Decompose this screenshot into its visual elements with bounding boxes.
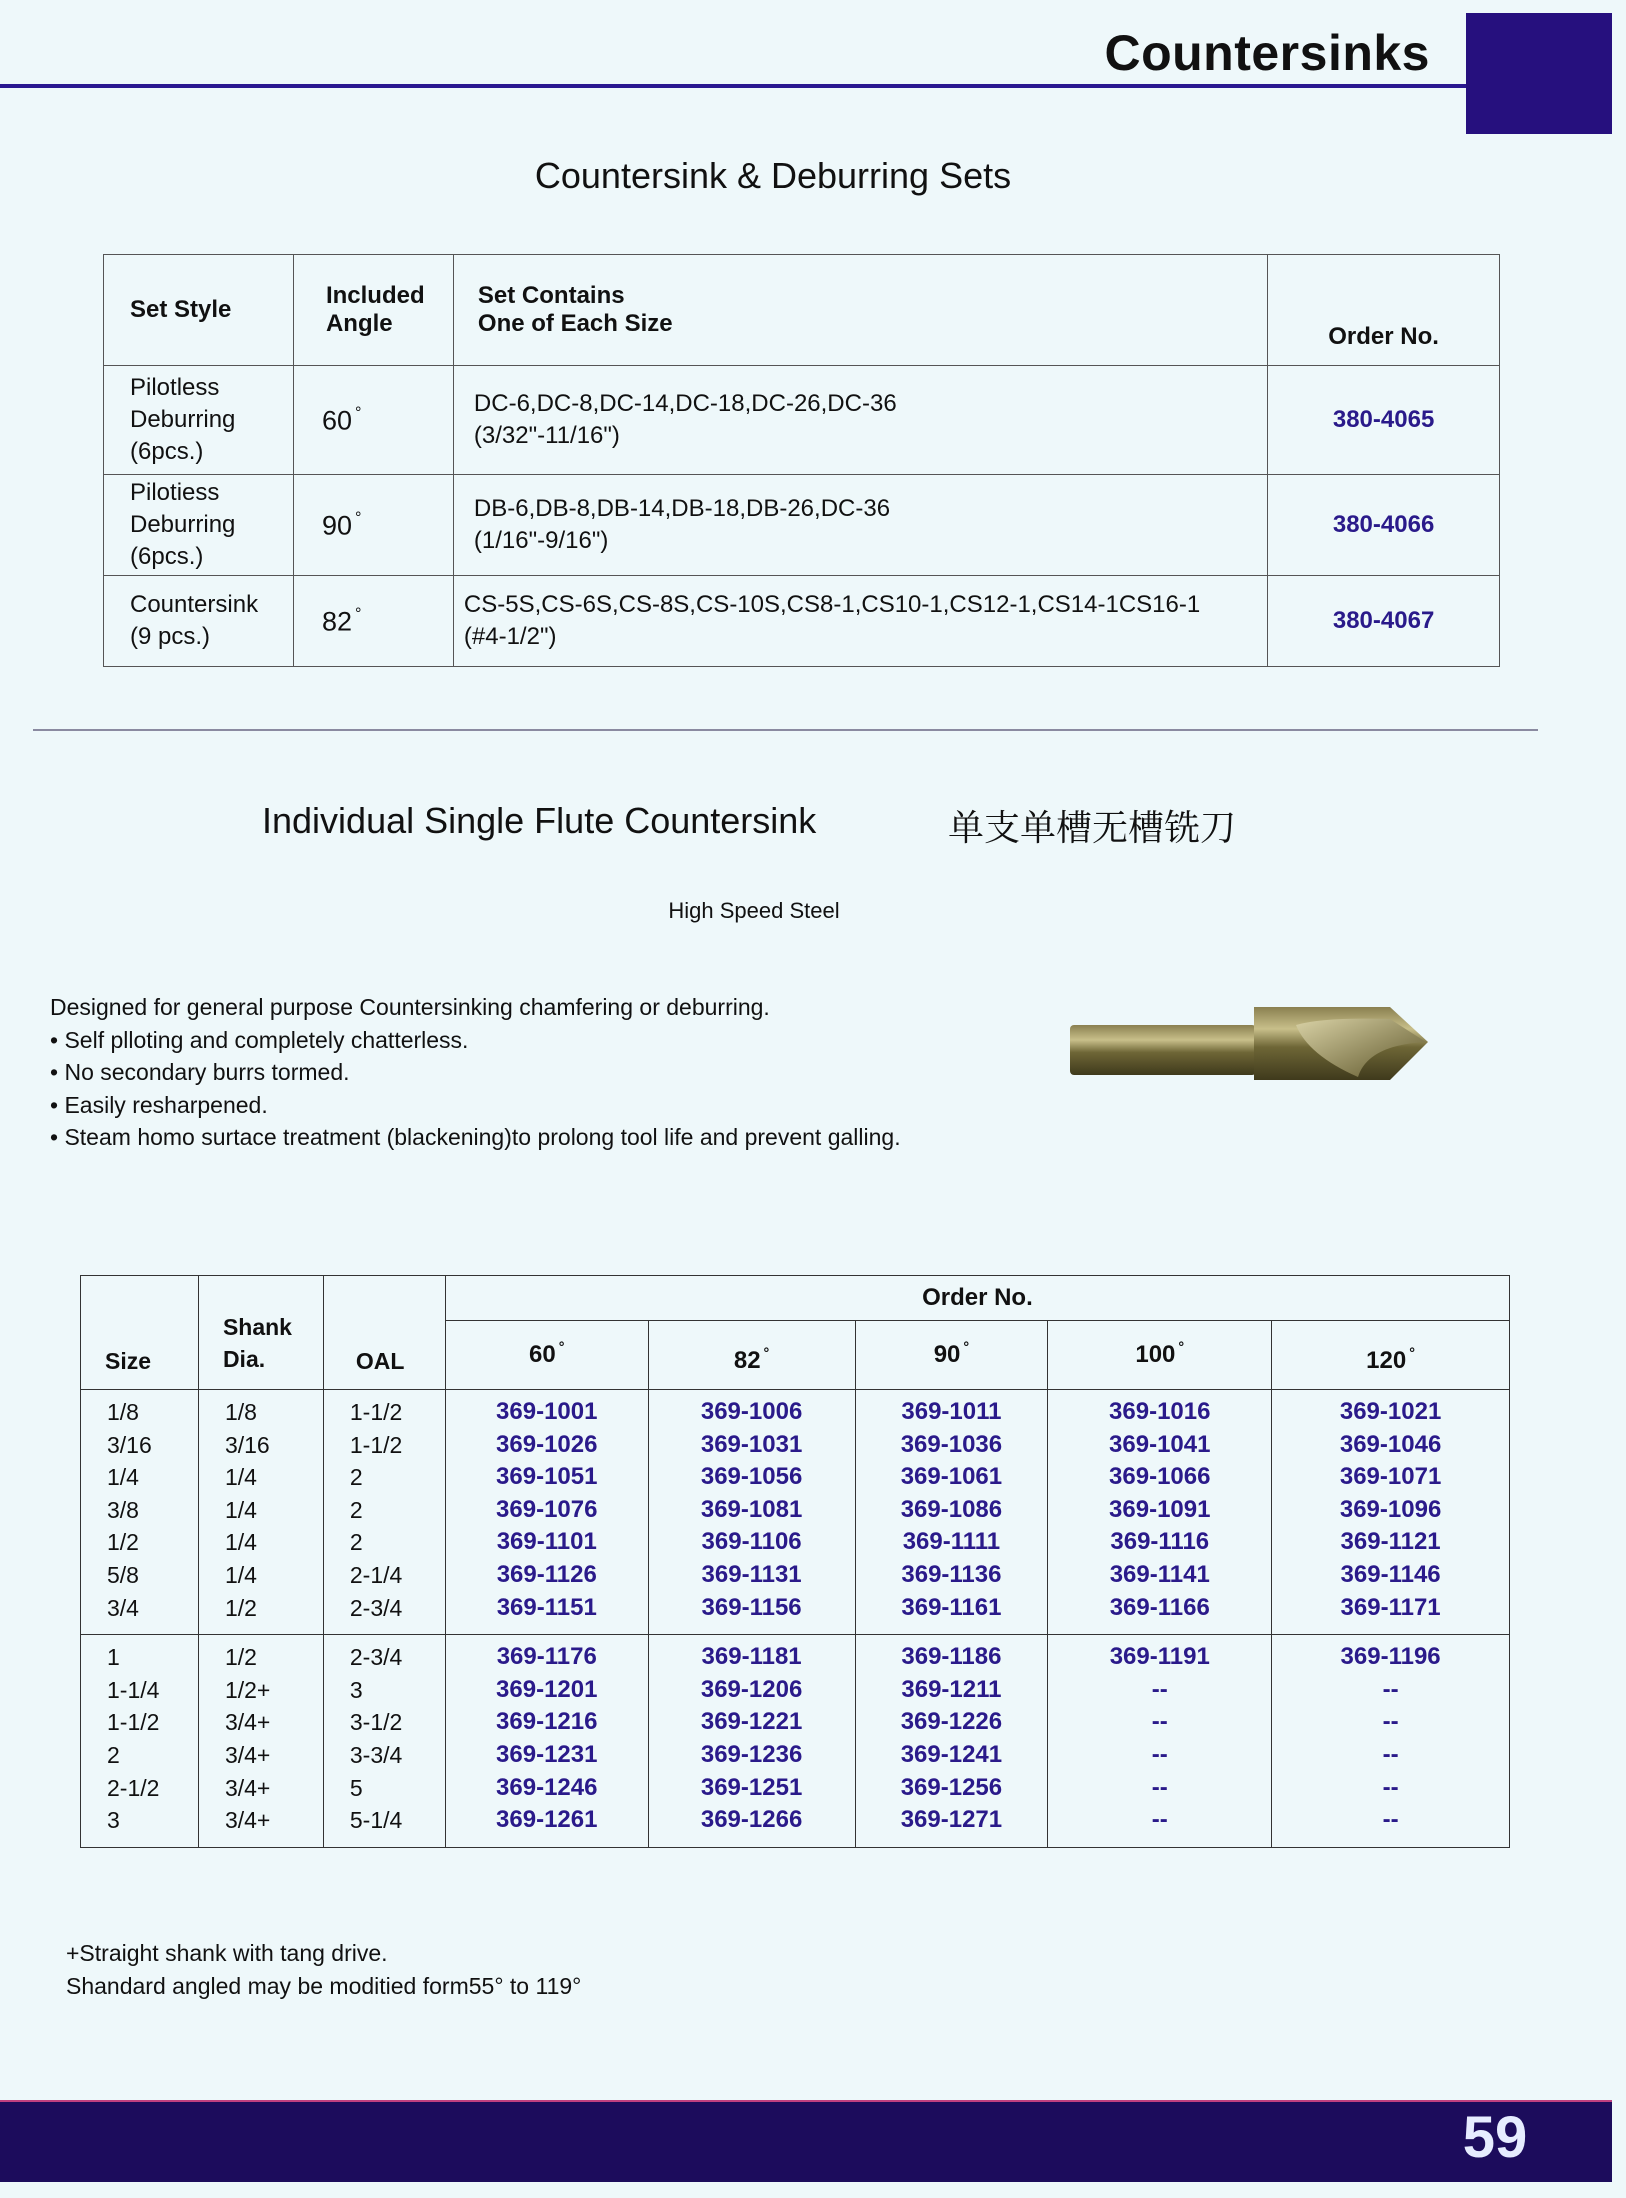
cell-value: 369-1101 xyxy=(496,1528,597,1556)
col-size: Size xyxy=(81,1276,199,1390)
table-row xyxy=(104,576,1500,667)
single-section-title-cn: 单支单槽无槽铣刀 xyxy=(948,807,1237,848)
col-angle-90: 90 ° xyxy=(855,1321,1048,1390)
cell-value: 369-1091 xyxy=(1109,1495,1211,1523)
cell-value: 2-1/2 xyxy=(107,1774,160,1801)
order-90-cell xyxy=(855,1635,1048,1848)
cell-value: -- xyxy=(1382,1773,1399,1801)
feature-bullet: • Easily resharpened. xyxy=(50,1091,268,1118)
cell-value: 1-1/2 xyxy=(107,1709,160,1736)
footer-bar xyxy=(0,2100,1612,2182)
cell-value: -- xyxy=(1382,1708,1399,1736)
angle-cell: 60 ° xyxy=(293,366,453,475)
cell-value: 3 xyxy=(349,1676,363,1703)
cell-value: 1/2 xyxy=(107,1529,139,1556)
shank-cell xyxy=(198,1635,323,1848)
cell-value: 369-1191 xyxy=(1109,1643,1210,1671)
cell-value: 3/4 xyxy=(107,1594,139,1621)
cell-value: 369-1146 xyxy=(1340,1560,1441,1588)
cell-value: 369-1241 xyxy=(900,1740,1003,1768)
cell-value: 369-1206 xyxy=(700,1675,803,1703)
cell-value: 1/4 xyxy=(224,1529,257,1556)
col-shank-dia: Shank Dia. xyxy=(198,1276,323,1390)
cell-value: 369-1196 xyxy=(1340,1643,1441,1671)
order-number: 380-4065 xyxy=(1268,366,1500,475)
col-angle-60: 60 ° xyxy=(445,1321,648,1390)
cell-value: 2 xyxy=(349,1529,363,1556)
cell-value: 2 xyxy=(349,1464,363,1491)
oal-cell xyxy=(323,1390,445,1635)
cell-value: 369-1271 xyxy=(900,1806,1003,1834)
cell-value: 1/4 xyxy=(224,1464,257,1491)
cell-value: 3/4+ xyxy=(224,1741,271,1768)
cell-value: 369-1071 xyxy=(1339,1463,1442,1491)
cell-value: 369-1136 xyxy=(901,1560,1002,1588)
cell-value: 369-1066 xyxy=(1109,1463,1211,1491)
col-oal: OAL xyxy=(323,1276,445,1390)
tool-shank xyxy=(1070,1025,1256,1075)
cell-value: 3/4+ xyxy=(224,1807,271,1834)
countersink-tool-image xyxy=(1068,995,1448,1085)
cell-value: 369-1166 xyxy=(1109,1593,1210,1621)
order-number: 380-4066 xyxy=(1268,475,1500,576)
cell-value: 369-1226 xyxy=(900,1708,1003,1736)
cell-value: 369-1216 xyxy=(496,1708,598,1736)
set-style-cell: Countersink (9 pcs.) xyxy=(104,576,294,667)
cell-value: 1-1/2 xyxy=(349,1431,403,1458)
cell-value: 369-1016 xyxy=(1109,1398,1211,1425)
cell-value: 369-1181 xyxy=(701,1643,802,1671)
cell-value: -- xyxy=(1151,1708,1168,1736)
footnote: Shandard angled may be moditied form55° to 119° xyxy=(66,1973,582,1999)
description-text: Designed for general purpose Countersinking chamfering or deburring. xyxy=(50,994,770,1020)
cell-value: 1-1/2 xyxy=(349,1399,403,1425)
order-100-cell xyxy=(1048,1390,1272,1635)
feature-bullet: • Self plloting and completely chatterless. xyxy=(50,1026,469,1053)
cell-value: 369-1036 xyxy=(900,1430,1003,1458)
size-cell xyxy=(81,1390,199,1635)
cell-value: 369-1041 xyxy=(1109,1430,1211,1458)
cell-value: 3-1/2 xyxy=(349,1709,403,1736)
cell-value: 369-1121 xyxy=(1340,1528,1441,1556)
cell-value: 369-1021 xyxy=(1339,1398,1442,1425)
cell-value: 3/16 xyxy=(107,1431,152,1458)
footnotes xyxy=(66,1937,581,2003)
cell-value: 5-1/4 xyxy=(349,1807,403,1834)
cell-value: 369-1151 xyxy=(496,1593,597,1621)
cell-value: 3 xyxy=(107,1807,120,1834)
cell-value: 369-1141 xyxy=(1109,1560,1210,1588)
col-order-no-group: Order No. xyxy=(445,1276,1509,1321)
header-rule xyxy=(0,84,1468,88)
cell-value: 1/4 xyxy=(224,1561,257,1588)
table-row xyxy=(104,366,1500,475)
cell-value: 369-1186 xyxy=(901,1643,1002,1671)
cell-value: 2 xyxy=(107,1741,120,1768)
cell-value: 369-1081 xyxy=(700,1495,803,1523)
cell-value: 369-1096 xyxy=(1339,1495,1442,1523)
cell-value: 369-1111 xyxy=(902,1528,1001,1556)
cell-value: -- xyxy=(1151,1806,1168,1834)
cell-value: 1/8 xyxy=(107,1399,139,1425)
product-description xyxy=(50,991,901,1154)
table-row-group xyxy=(81,1390,1510,1635)
col-angle-120: 120 ° xyxy=(1272,1321,1510,1390)
cell-value: 3/16 xyxy=(224,1431,270,1458)
sets-section-title: Countersink & Deburring Sets xyxy=(534,155,1012,196)
shank-cell xyxy=(198,1390,323,1635)
order-120-cell xyxy=(1272,1635,1510,1848)
feature-bullet: • Steam homo surtace treatment (blackening)to prolong tool life and prevent galling. xyxy=(50,1124,901,1150)
footnote: +Straight shank with tang drive. xyxy=(66,1940,388,1966)
cell-value: 369-1161 xyxy=(901,1593,1002,1621)
order-number: 380-4067 xyxy=(1268,576,1500,667)
cell-value: 5/8 xyxy=(107,1561,139,1588)
angle-cell: 90 ° xyxy=(293,475,453,576)
cell-value: 1/4 xyxy=(224,1496,257,1523)
cell-value: -- xyxy=(1151,1675,1168,1703)
single-flute-table xyxy=(80,1275,1510,1848)
cell-value: 2-1/4 xyxy=(349,1561,403,1588)
order-90-cell xyxy=(855,1390,1048,1635)
cell-value: -- xyxy=(1151,1740,1168,1768)
cell-value: 369-1006 xyxy=(700,1398,803,1425)
cell-value: 369-1261 xyxy=(496,1806,598,1834)
feature-bullet: • No secondary burrs tormed. xyxy=(50,1059,350,1085)
order-82-cell xyxy=(648,1390,855,1635)
cell-value: 1-1/4 xyxy=(107,1676,160,1703)
cell-value: 3/4+ xyxy=(224,1709,271,1736)
cell-value: 369-1026 xyxy=(496,1430,598,1458)
cell-value: 369-1266 xyxy=(700,1806,803,1834)
material-label: High Speed Steel xyxy=(668,898,840,923)
size-cell xyxy=(81,1635,199,1848)
cell-value: 369-1001 xyxy=(496,1398,598,1425)
cell-value: 369-1236 xyxy=(700,1740,803,1768)
col-set-contains: Set Contains One of Each Size xyxy=(453,255,1267,366)
cell-value: -- xyxy=(1382,1740,1399,1768)
cell-value: 2-3/4 xyxy=(349,1594,403,1621)
contains-cell: DC-6,DC-8,DC-14,DC-18,DC-26,DC-36 (3/32"-11/16") xyxy=(453,366,1267,475)
cell-value: 369-1231 xyxy=(496,1740,598,1768)
cell-value: 369-1116 xyxy=(1110,1528,1210,1556)
cell-value: 369-1256 xyxy=(900,1773,1003,1801)
cell-value: 369-1246 xyxy=(496,1773,598,1801)
order-120-cell xyxy=(1272,1390,1510,1635)
items-table-header xyxy=(81,1276,1510,1321)
cell-value: -- xyxy=(1382,1675,1399,1703)
col-angle-100: 100 ° xyxy=(1048,1321,1272,1390)
cell-value: 2-3/4 xyxy=(349,1644,403,1671)
cell-value: 1/2+ xyxy=(224,1676,271,1703)
contains-cell: DB-6,DB-8,DB-14,DB-18,DB-26,DC-36 (1/16"-9/16") xyxy=(453,475,1267,576)
order-100-cell xyxy=(1048,1635,1272,1848)
sets-table-header xyxy=(104,255,1500,366)
cell-value: 369-1251 xyxy=(700,1773,803,1801)
set-style-cell: Pilotiess Deburring (6pcs.) xyxy=(104,475,294,576)
cell-value: 1 xyxy=(107,1644,120,1671)
cell-value: 369-1031 xyxy=(700,1430,803,1458)
cell-value: 369-1106 xyxy=(701,1528,802,1556)
order-60-cell xyxy=(445,1390,648,1635)
cell-value: 369-1221 xyxy=(700,1708,803,1736)
cell-value: 3/8 xyxy=(107,1496,139,1523)
page-title: Countersinks xyxy=(1104,25,1430,81)
section-divider xyxy=(33,729,1538,731)
cell-value: 1/8 xyxy=(224,1399,257,1425)
contains-cell: CS-5S,CS-6S,CS-8S,CS-10S,CS8-1,CS10-1,CS12-1,CS14-1CS16-1 (#4-1/2") xyxy=(453,576,1267,667)
col-order-no: Order No. xyxy=(1268,255,1500,366)
cell-value: 369-1051 xyxy=(496,1463,598,1491)
cell-value: 369-1211 xyxy=(901,1675,1002,1703)
cell-value: 3/4+ xyxy=(224,1774,271,1801)
cell-value: -- xyxy=(1382,1806,1399,1834)
oal-cell xyxy=(323,1635,445,1848)
cell-value: 1/2 xyxy=(224,1594,257,1621)
cell-value: 1/4 xyxy=(107,1464,139,1491)
cell-value: 369-1086 xyxy=(900,1495,1003,1523)
cell-value: -- xyxy=(1151,1773,1168,1801)
cell-value: 3-3/4 xyxy=(349,1741,403,1768)
col-set-style: Set Style xyxy=(104,255,294,366)
cell-value: 369-1176 xyxy=(496,1643,597,1671)
cell-value: 369-1061 xyxy=(900,1463,1003,1491)
cell-value: 369-1011 xyxy=(901,1398,1002,1425)
header-accent-block xyxy=(1466,13,1612,134)
cell-value: 2 xyxy=(349,1496,363,1523)
cell-value: 369-1046 xyxy=(1339,1430,1442,1458)
order-60-cell xyxy=(445,1635,648,1848)
order-82-cell xyxy=(648,1635,855,1848)
cell-value: 1/2 xyxy=(224,1644,257,1671)
cell-value: 369-1171 xyxy=(1340,1593,1441,1621)
cell-value: 369-1076 xyxy=(496,1495,598,1523)
set-style-cell: Pilotless Deburring (6pcs.) xyxy=(104,366,294,475)
angle-cell: 82 ° xyxy=(293,576,453,667)
cell-value: 369-1201 xyxy=(496,1675,598,1703)
sets-table xyxy=(103,254,1500,667)
page-number: 59 xyxy=(1462,2105,1528,2170)
single-section-title: Individual Single Flute Countersink xyxy=(262,800,817,841)
col-angle-82: 82 ° xyxy=(648,1321,855,1390)
table-row xyxy=(104,475,1500,576)
col-included-angle: Included Angle xyxy=(293,255,453,366)
cell-value: 369-1056 xyxy=(700,1463,803,1491)
cell-value: 5 xyxy=(349,1774,363,1801)
cell-value: 369-1126 xyxy=(496,1560,597,1588)
cell-value: 369-1156 xyxy=(701,1593,802,1621)
cell-value: 369-1131 xyxy=(701,1560,802,1588)
table-row-group xyxy=(81,1635,1510,1848)
